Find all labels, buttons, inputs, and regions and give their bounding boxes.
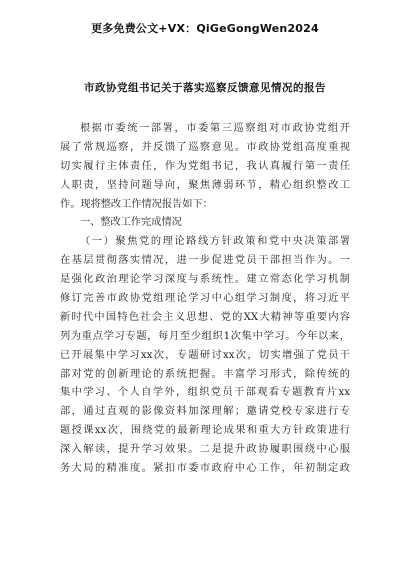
body-line: 深入解读，提升学习效果。二是提升政协履职围绕中心服 — [60, 444, 350, 456]
body-line: 作。现将整改工作情况报告如下： — [60, 198, 213, 210]
body-line: 新时代中国特色社会主义思想、党的XX大精神等重要内容 — [60, 311, 350, 323]
body-line: 已开展集中学习xx次，专题研讨xx次，切实增强了党员干 — [60, 349, 350, 361]
body-line: 题授课xx次，围绕党的最新理论成果和重大方针政策进行 — [60, 425, 350, 437]
body-line: 修订完善市政协党组理论学习中心组学习制度，将习近平 — [60, 293, 350, 305]
body-line: 集中学习、个人自学外，组织党员干部观看专题教育片xx — [60, 387, 350, 399]
body-line: 是强化政治理论学习深度与系统性。建立常态化学习机制 — [60, 274, 350, 286]
body-line: 部，通过直观的影像资料加深理解；邀请党校专家进行专 — [60, 406, 350, 418]
body-line: 切实履行主体责任，作为党组书记，我认真履行第一责任 — [60, 160, 350, 172]
body-line: 务大局的精准度。紧扣市委市政府中心工作，年初制定政 — [60, 463, 350, 475]
section-heading: 一、整改工作完成情况 — [80, 217, 182, 229]
body-line: 人职责，坚持问题导向，聚焦薄弱环节，精心组织整改工 — [60, 179, 350, 191]
promo-header: 更多免费公文+VX：QiGeGongWen2024 — [91, 22, 319, 35]
body-line: 部对党的创新理论的系统把握。丰富学习形式，除传统的 — [60, 368, 350, 380]
document-title: 市政协党组书记关于落实巡察反馈意见情况的报告 — [84, 82, 326, 94]
body-line: 列为重点学习专题，每月至少组织1次集中学习。今年以来， — [60, 330, 350, 342]
body-line: 根据市委统一部署，市委第三巡察组对市政协党组开 — [80, 123, 350, 134]
body-line: （一）聚焦党的理论路线方针政策和党中央决策部署 — [80, 236, 350, 248]
document-body — [60, 120, 350, 479]
body-line: 在基层贯彻落实情况，进一步促进党员干部担当作为。一 — [60, 255, 350, 267]
body-line: 展了常规巡察，并反馈了巡察意见。市政协党组高度重视 — [60, 141, 350, 153]
